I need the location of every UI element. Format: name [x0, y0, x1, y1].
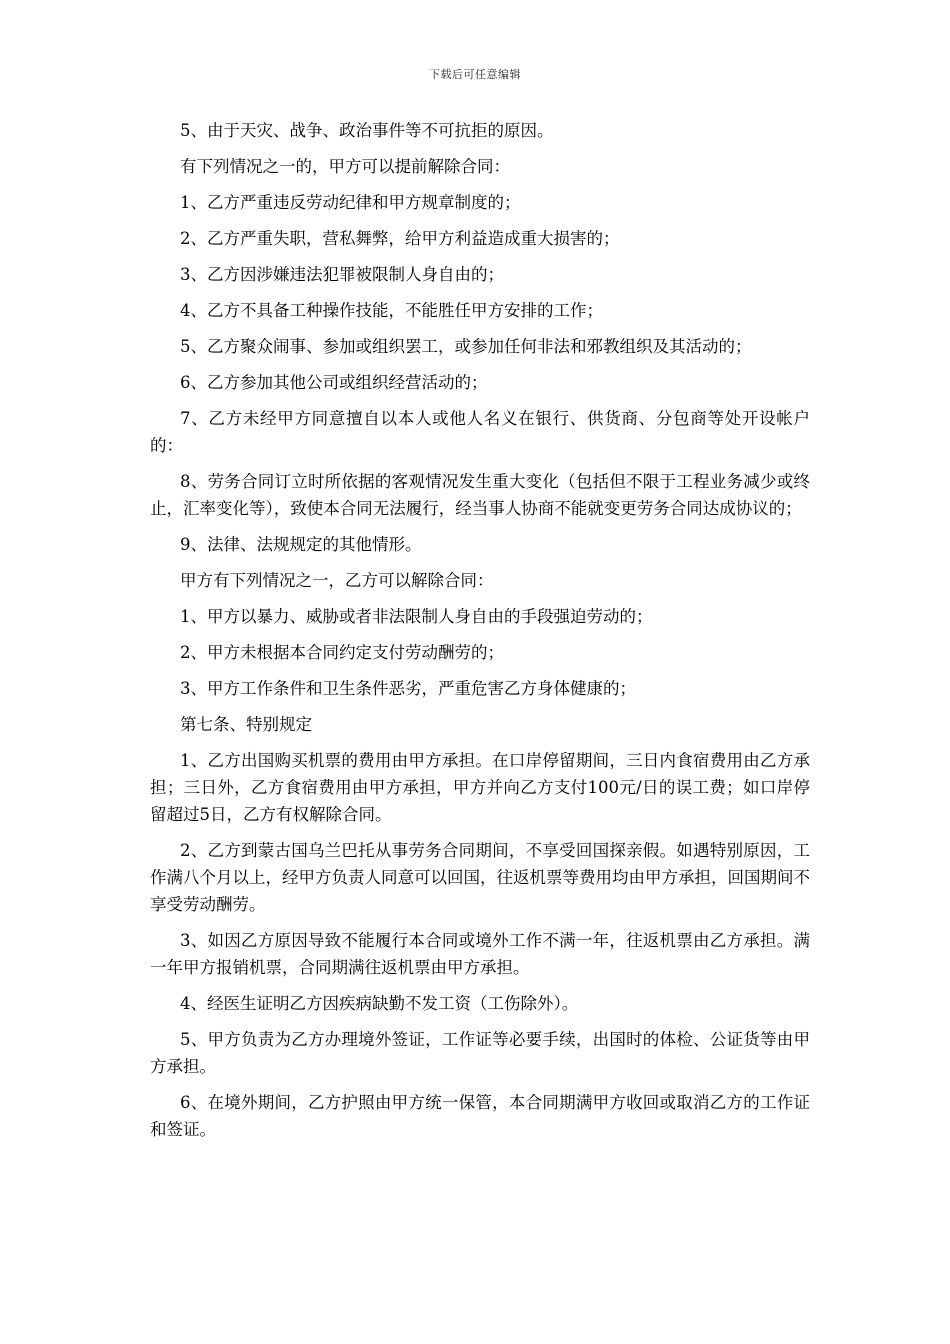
paragraph: 8、劳务合同订立时所依据的客观情况发生重大变化（包括但不限于工程业务减少或终止，汇率变化等），致使本合同无法履行，经当事人协商不能就变更劳务合同达成协议的； [150, 472, 810, 518]
paragraph: 4、经医生证明乙方因疾病缺勤不发工资（工伤除外）。 [180, 994, 579, 1013]
paragraph: 3、乙方因涉嫌违法犯罪被限制人身自由的； [180, 265, 504, 284]
document-body [150, 117, 810, 1152]
section-heading: 第七条、特别规定 [180, 715, 312, 734]
paragraph: 1、甲方以暴力、威胁或者非法限制人身自由的手段强迫劳动的； [180, 607, 653, 626]
paragraph: 2、甲方未根据本合同约定支付劳动酬劳的； [180, 643, 504, 662]
paragraph: 1、乙方严重违反劳动纪律和甲方规章制度的； [180, 193, 521, 212]
paragraph: 7、乙方未经甲方同意擅自以本人或他人名义在银行、供货商、分包商等处开设帐户的： [150, 409, 810, 455]
paragraph: 5、由于天灾、战争、政治事件等不可抗拒的原因。 [180, 121, 554, 140]
paragraph: 3、甲方工作条件和卫生条件恶劣，严重危害乙方身体健康的； [180, 679, 636, 698]
paragraph: 1、乙方出国购买机票的费用由甲方承担。在口岸停留期间，三日内食宿费用由乙方承担；三日外，乙方食宿费用由甲方承担，甲方并向乙方支付100元/日的误工费；如口岸停留超过5日，乙方有权解除合同。 [150, 751, 810, 824]
paragraph: 5、甲方负责为乙方办理境外签证，工作证等必要手续，出国时的体检、公证货等由甲方承担。 [150, 1030, 810, 1076]
paragraph: 6、乙方参加其他公司或组织经营活动的； [180, 373, 488, 392]
paragraph: 3、如因乙方原因导致不能履行本合同或境外工作不满一年，往返机票由乙方承担。满一年甲方报销机票，合同期满往返机票由甲方承担。 [150, 931, 810, 977]
paragraph: 有下列情况之一的，甲方可以提前解除合同： [180, 157, 510, 176]
paragraph: 2、乙方到蒙古国乌兰巴托从事劳务合同期间，不享受回国探亲假。如遇特别原因，工作满八个月以上，经甲方负责人同意可以回国，往返机票等费用均由甲方承担，回国期间不享受劳动酬劳。 [150, 841, 810, 914]
paragraph: 6、在境外期间，乙方护照由甲方统一保管，本合同期满甲方收回或取消乙方的工作证和签证。 [150, 1093, 810, 1139]
paragraph: 甲方有下列情况之一，乙方可以解除合同： [180, 571, 494, 590]
page-header-note: 下载后可任意编辑 [429, 68, 521, 81]
paragraph: 4、乙方不具备工种操作技能，不能胜任甲方安排的工作； [180, 301, 603, 320]
paragraph: 5、乙方聚众闹事、参加或组织罢工，或参加任何非法和邪教组织及其活动的； [180, 337, 752, 356]
paragraph: 9、法律、法规规定的其他情形。 [180, 535, 422, 554]
paragraph: 2、乙方严重失职，营私舞弊，给甲方利益造成重大损害的； [180, 229, 620, 248]
